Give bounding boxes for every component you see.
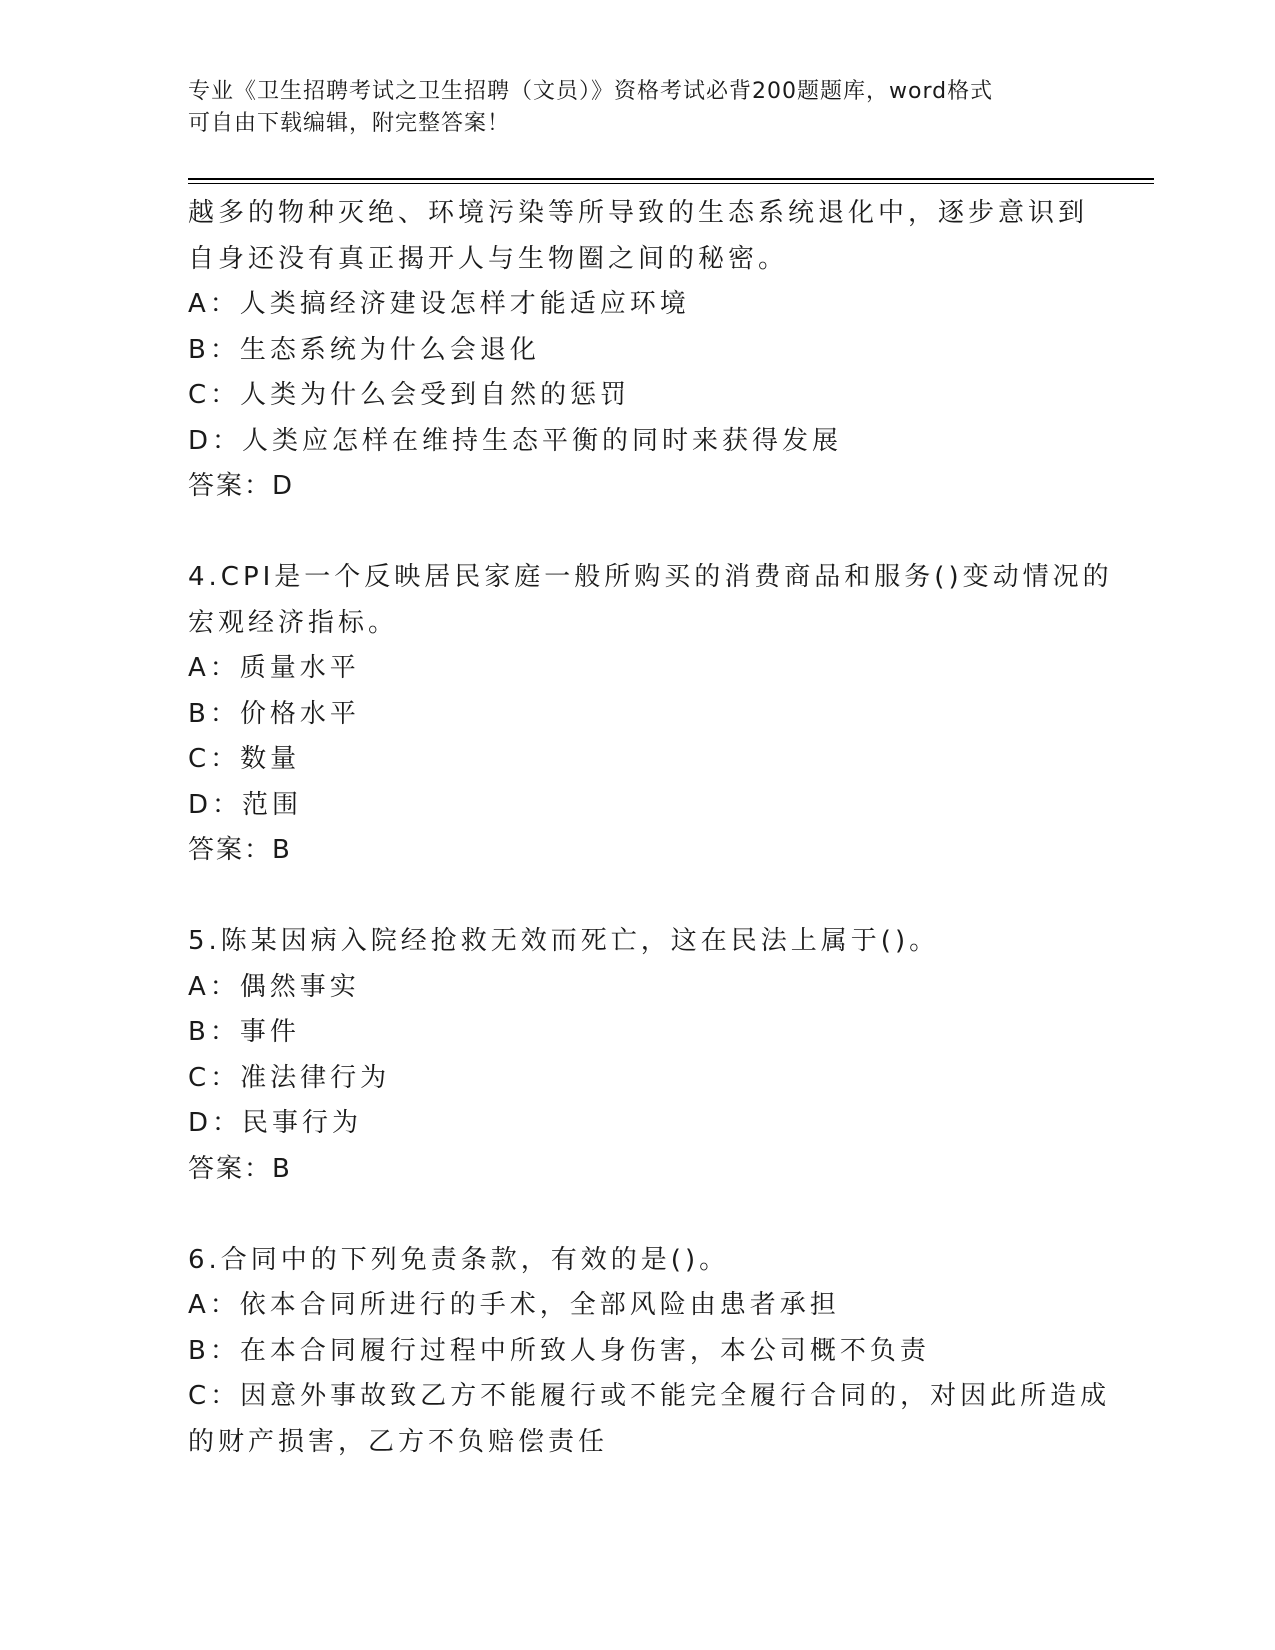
question-5: [188, 919, 1148, 1192]
answer-text: 答案：B: [188, 835, 292, 865]
question-stem-line: 4.CPI是一个反映居民家庭一般所购买的消费商品和服务()变动情况的: [188, 562, 1113, 592]
option-a: A：依本合同所进行的手术，全部风险由患者承担: [188, 1290, 840, 1320]
question-stem-line: 宏观经济指标。: [188, 607, 399, 638]
header-rule-thin: [188, 183, 1154, 184]
question-spacer: [188, 1192, 1148, 1238]
question-6: [188, 1238, 1148, 1466]
option-c: C：因意外事故致乙方不能履行或不能完全履行合同的，对因此所造成: [188, 1381, 1111, 1411]
question-stem-line: 自身还没有真正揭开人与生物圈之间的秘密。: [188, 243, 789, 274]
option-c: C：人类为什么会受到自然的惩罚: [188, 380, 631, 410]
option-b: B：事件: [188, 1017, 300, 1047]
document-header: [188, 76, 1088, 140]
option-d: D：范围: [188, 789, 303, 820]
question-stem-line: 5.陈某因病入院经抢救无效而死亡，这在民法上属于()。: [188, 926, 940, 956]
option-b: B：生态系统为什么会退化: [188, 334, 540, 365]
option-a: A：人类搞经济建设怎样才能适应环境: [188, 289, 690, 319]
header-rule-thick: [188, 178, 1154, 180]
header-title-line-2: 可自由下载编辑，附完整答案！: [188, 111, 511, 136]
question-spacer: [188, 874, 1148, 920]
question-3: [188, 191, 1148, 510]
question-stem-line: 6.合同中的下列免责条款，有效的是()。: [188, 1244, 730, 1275]
answer-text: 答案：D: [188, 471, 295, 501]
option-c: C：准法律行为: [188, 1062, 391, 1093]
header-title-line-1: 专业《卫生招聘考试之卫生招聘（文员）》资格考试必背200题题库，word格式: [188, 79, 994, 104]
option-d: D：民事行为: [188, 1108, 363, 1138]
question-list: [188, 191, 1148, 1465]
option-a: A：质量水平: [188, 653, 360, 683]
answer-text: 答案：B: [188, 1153, 292, 1184]
option-b: B：在本合同履行过程中所致人身伤害，本公司概不负责: [188, 1335, 930, 1366]
option-c-continued: 的财产损害，乙方不负赔偿责任: [188, 1426, 609, 1457]
option-b: B：价格水平: [188, 698, 360, 729]
question-stem-line: 越多的物种灭绝、环境污染等所导致的生态系统退化中，逐步意识到: [188, 198, 1089, 228]
option-c: C：数量: [188, 744, 301, 774]
question-spacer: [188, 510, 1148, 556]
option-a: A：偶然事实: [188, 971, 360, 1002]
option-d: D：人类应怎样在维持生态平衡的同时来获得发展: [188, 425, 843, 456]
question-4: [188, 555, 1148, 874]
